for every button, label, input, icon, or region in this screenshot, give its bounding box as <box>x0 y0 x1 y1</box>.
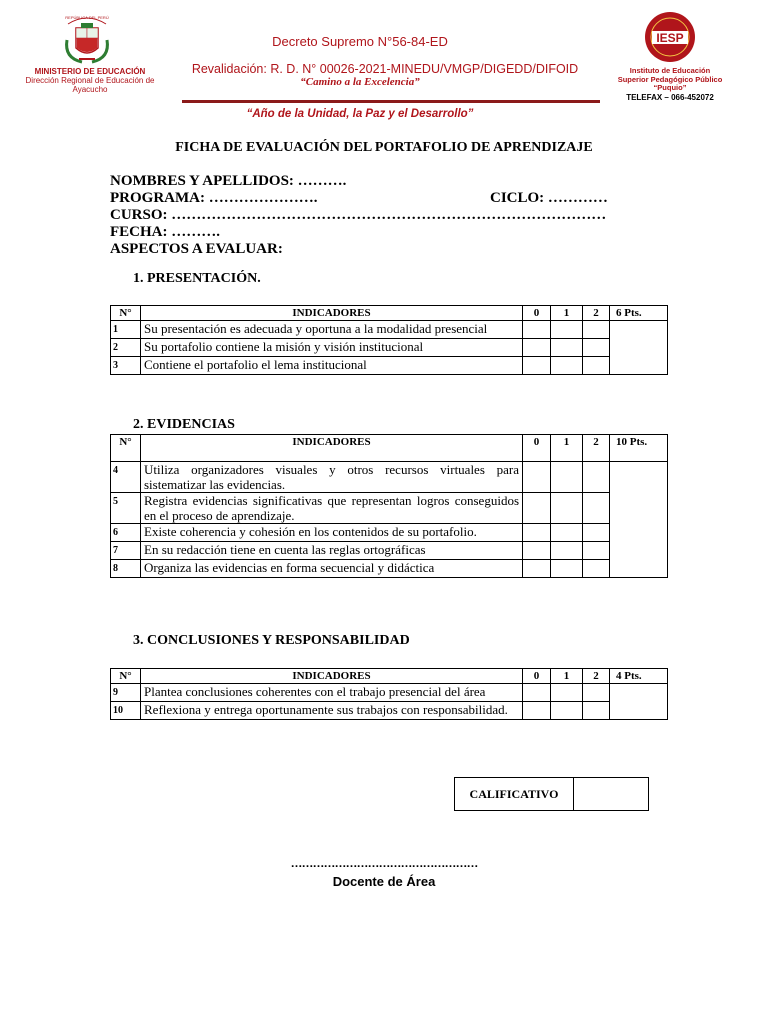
institute-line2: Superior Pedagógico Público <box>617 74 723 84</box>
decreto-text: Decreto Supremo N°56-84-ED <box>272 34 448 49</box>
row-indicator: Reflexiona y entrega oportunamente sus trabajos con responsabilidad. <box>141 702 523 720</box>
row-indicator: Utiliza organizadores visuales y otros recursos virtuales para sistematizar las evidencias. <box>141 462 523 493</box>
score-cell[interactable] <box>583 339 610 357</box>
calificativo-label: CALIFICATIVO <box>455 778 574 810</box>
institute-block <box>606 67 734 103</box>
score-cell[interactable] <box>551 321 583 339</box>
row-num: 6 <box>111 524 141 542</box>
score-cell[interactable] <box>523 462 551 493</box>
score-cell[interactable] <box>583 684 610 702</box>
header-indicadores: INDICADORES <box>141 306 523 321</box>
row-indicator: Su presentación es adecuada y oportuna a la modalidad presencial <box>141 321 523 339</box>
ministry-block <box>14 67 166 94</box>
row-num: 8 <box>111 560 141 578</box>
iesp-seal-icon <box>643 10 697 64</box>
logo-motto: REPÚBLICA DEL PERÚ <box>65 15 109 20</box>
seal-text: IESP <box>656 31 684 45</box>
score-cell[interactable] <box>523 702 551 720</box>
row-num: 1 <box>111 321 141 339</box>
table-header-row <box>111 435 668 462</box>
row-indicator: Contiene el portafolio el lema institucional <box>141 357 523 375</box>
score-cell[interactable] <box>551 339 583 357</box>
header-score-2: 2 <box>583 306 610 321</box>
score-cell[interactable] <box>523 684 551 702</box>
header-score-2: 2 <box>583 669 610 684</box>
header-indicadores: INDICADORES <box>141 669 523 684</box>
score-cell[interactable] <box>523 493 551 524</box>
ministry-direction: Dirección Regional de Educación de <box>25 76 155 85</box>
header-score-2: 2 <box>583 435 610 462</box>
ministry-city: Ayacucho <box>72 85 108 94</box>
row-indicator: Existe coherencia y cohesión en los contenidos de su portafolio. <box>141 524 523 542</box>
table-row <box>111 560 668 578</box>
row-num: 7 <box>111 542 141 560</box>
institute-line3: “Puquio” <box>653 83 687 92</box>
header-points: 6 Pts. <box>610 306 668 321</box>
signature-line: …………………………………………… <box>290 856 478 870</box>
year-motto: “Año de la Unidad, la Paz y el Desarrollo” <box>246 108 474 120</box>
table-header-row <box>111 669 668 684</box>
points-total-cell[interactable] <box>610 684 668 720</box>
table-row <box>111 493 668 524</box>
score-cell[interactable] <box>523 524 551 542</box>
document-title: FICHA DE EVALUACIÓN DEL PORTAFOLIO DE APRENDIZAJE <box>175 140 593 155</box>
score-cell[interactable] <box>551 493 583 524</box>
table-row <box>111 702 668 720</box>
field-programa: PROGRAMA: …………………. <box>110 190 318 206</box>
score-cell[interactable] <box>583 702 610 720</box>
table-evidencias <box>110 434 668 578</box>
score-cell[interactable] <box>551 357 583 375</box>
table-row <box>111 339 668 357</box>
header-num: N° <box>111 306 141 321</box>
header-num: N° <box>111 435 141 462</box>
aspectos-heading: ASPECTOS A EVALUAR: <box>110 241 283 257</box>
section-title-conclusiones: 3. CONCLUSIONES Y RESPONSABILIDAD <box>133 633 410 648</box>
score-cell[interactable] <box>583 462 610 493</box>
header-rule <box>182 100 600 103</box>
header-score-1: 1 <box>551 306 583 321</box>
row-num: 4 <box>111 462 141 493</box>
header-score-0: 0 <box>523 669 551 684</box>
score-cell[interactable] <box>583 524 610 542</box>
score-cell[interactable] <box>583 321 610 339</box>
score-cell[interactable] <box>523 357 551 375</box>
row-num: 5 <box>111 493 141 524</box>
header-score-1: 1 <box>551 669 583 684</box>
table-header-row <box>111 306 668 321</box>
row-num: 3 <box>111 357 141 375</box>
calificativo-box <box>454 777 649 811</box>
row-indicator: Registra evidencias significativas que representan logros conseguidos en el proceso de aprendizaje. <box>141 493 523 524</box>
row-indicator: Organiza las evidencias en forma secuencial y didáctica <box>141 560 523 578</box>
field-ciclo: CICLO: ………… <box>490 190 608 206</box>
header-points: 10 Pts. <box>610 435 668 462</box>
section-title-presentacion: 1. PRESENTACIÓN. <box>133 271 261 286</box>
row-indicator: Plantea conclusiones coherentes con el trabajo presencial del área <box>141 684 523 702</box>
row-indicator: Su portafolio contiene la misión y visión institucional <box>141 339 523 357</box>
institution-motto: “Camino a la Excelencia” <box>300 76 420 88</box>
header-points: 4 Pts. <box>610 669 668 684</box>
table-row <box>111 524 668 542</box>
row-num: 2 <box>111 339 141 357</box>
points-total-cell[interactable] <box>610 462 668 578</box>
table-row <box>111 684 668 702</box>
row-num: 10 <box>111 702 141 720</box>
score-cell[interactable] <box>583 357 610 375</box>
institute-line1: Instituto de Educación <box>629 66 711 75</box>
score-cell[interactable] <box>583 493 610 524</box>
table-row <box>111 542 668 560</box>
peru-coat-of-arms-icon <box>62 10 112 66</box>
field-fecha: FECHA: ………. <box>110 224 220 240</box>
score-cell[interactable] <box>523 321 551 339</box>
field-curso: CURSO: …………………………………………………………………………… <box>110 207 607 223</box>
row-indicator: En su redacción tiene en cuenta las reglas ortográficas <box>141 542 523 560</box>
table-presentacion <box>110 305 668 375</box>
table-row <box>111 357 668 375</box>
header-score-0: 0 <box>523 435 551 462</box>
score-cell[interactable] <box>551 560 583 578</box>
ministry-name: MINISTERIO DE EDUCACIÓN <box>34 67 146 76</box>
score-cell[interactable] <box>583 560 610 578</box>
signature-label: Docente de Área <box>332 874 436 889</box>
header-score-1: 1 <box>551 435 583 462</box>
score-cell[interactable] <box>523 542 551 560</box>
table-row <box>111 462 668 493</box>
score-cell[interactable] <box>523 339 551 357</box>
table-row <box>111 321 668 339</box>
section-title-evidencias: 2. EVIDENCIAS <box>133 417 235 432</box>
header-indicadores: INDICADORES <box>141 435 523 462</box>
score-cell[interactable] <box>523 560 551 578</box>
score-cell[interactable] <box>583 542 610 560</box>
score-cell[interactable] <box>551 542 583 560</box>
header-score-0: 0 <box>523 306 551 321</box>
table-conclusiones <box>110 668 668 720</box>
field-nombres: NOMBRES Y APELLIDOS: ………. <box>110 173 347 189</box>
calificativo-value[interactable] <box>574 778 648 810</box>
score-cell[interactable] <box>551 702 583 720</box>
revalidacion-text: Revalidación: R. D. N° 00026-2021-MINEDU/VMGP/DIGEDD/DIFOID <box>191 62 579 76</box>
row-num: 9 <box>111 684 141 702</box>
points-total-cell[interactable] <box>610 321 668 375</box>
score-cell[interactable] <box>551 462 583 493</box>
institute-telefax: TELEFAX – 066-452072 <box>626 92 714 102</box>
score-cell[interactable] <box>551 684 583 702</box>
score-cell[interactable] <box>551 524 583 542</box>
header-num: N° <box>111 669 141 684</box>
